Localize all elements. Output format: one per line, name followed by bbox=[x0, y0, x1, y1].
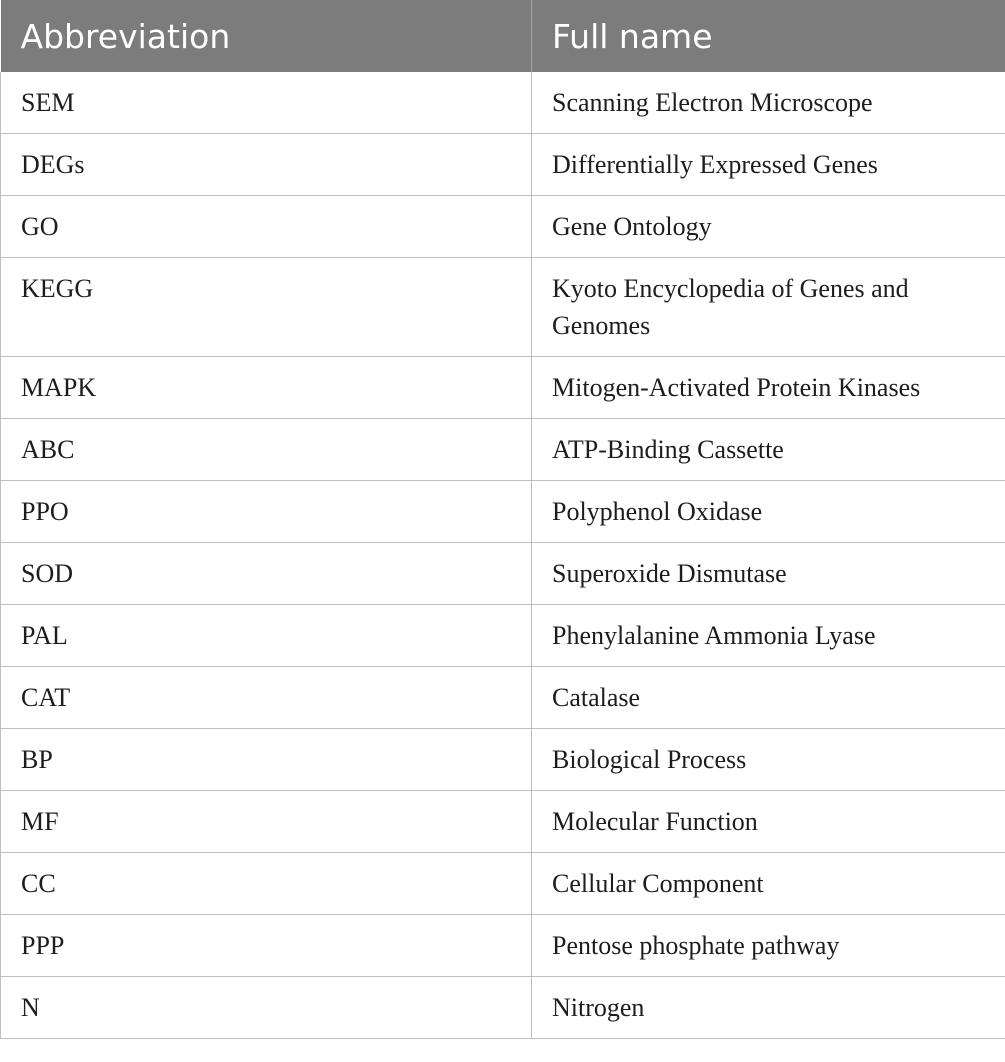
column-header-abbreviation: Abbreviation bbox=[1, 0, 532, 72]
column-header-full-name: Full name bbox=[532, 0, 1005, 72]
full-name-cell: Nitrogen bbox=[532, 977, 1005, 1039]
table-row bbox=[1, 481, 1005, 543]
table-body bbox=[1, 72, 1005, 1039]
table-row bbox=[1, 258, 1005, 357]
table-row bbox=[1, 543, 1005, 605]
full-name-cell: Superoxide Dismutase bbox=[532, 543, 1005, 605]
table-row bbox=[1, 134, 1005, 196]
full-name-cell: Phenylalanine Ammonia Lyase bbox=[532, 605, 1005, 667]
abbreviation-cell: SOD bbox=[1, 543, 532, 605]
table-row bbox=[1, 72, 1005, 134]
full-name-cell: Scanning Electron Microscope bbox=[532, 72, 1005, 134]
full-name-cell: Mitogen-Activated Protein Kinases bbox=[532, 357, 1005, 419]
abbreviation-cell: CC bbox=[1, 853, 532, 915]
abbreviation-cell: PAL bbox=[1, 605, 532, 667]
abbreviation-cell: PPP bbox=[1, 915, 532, 977]
abbreviation-cell: N bbox=[1, 977, 532, 1039]
full-name-cell: Gene Ontology bbox=[532, 196, 1005, 258]
table-row bbox=[1, 196, 1005, 258]
abbreviation-cell: KEGG bbox=[1, 258, 532, 357]
table-row bbox=[1, 977, 1005, 1039]
full-name-cell: Kyoto Encyclopedia of Genes and Genomes bbox=[532, 258, 1005, 357]
header-row bbox=[1, 0, 1005, 72]
abbreviation-cell: SEM bbox=[1, 72, 532, 134]
abbreviation-cell: MAPK bbox=[1, 357, 532, 419]
table-row bbox=[1, 729, 1005, 791]
full-name-cell: Catalase bbox=[532, 667, 1005, 729]
table-row bbox=[1, 605, 1005, 667]
abbreviation-cell: BP bbox=[1, 729, 532, 791]
abbreviation-cell: MF bbox=[1, 791, 532, 853]
abbreviation-cell: GO bbox=[1, 196, 532, 258]
table-header bbox=[1, 0, 1005, 72]
full-name-cell: ATP-Binding Cassette bbox=[532, 419, 1005, 481]
table-row bbox=[1, 357, 1005, 419]
full-name-cell: Pentose phosphate pathway bbox=[532, 915, 1005, 977]
full-name-cell: Biological Process bbox=[532, 729, 1005, 791]
table-row bbox=[1, 853, 1005, 915]
table-row bbox=[1, 791, 1005, 853]
abbreviation-cell: PPO bbox=[1, 481, 532, 543]
full-name-cell: Cellular Component bbox=[532, 853, 1005, 915]
full-name-cell: Molecular Function bbox=[532, 791, 1005, 853]
abbreviation-cell: ABC bbox=[1, 419, 532, 481]
abbreviation-cell: DEGs bbox=[1, 134, 532, 196]
full-name-cell: Differentially Expressed Genes bbox=[532, 134, 1005, 196]
table-row bbox=[1, 667, 1005, 729]
abbreviation-cell: CAT bbox=[1, 667, 532, 729]
full-name-cell: Polyphenol Oxidase bbox=[532, 481, 1005, 543]
table-row bbox=[1, 419, 1005, 481]
table-row bbox=[1, 915, 1005, 977]
